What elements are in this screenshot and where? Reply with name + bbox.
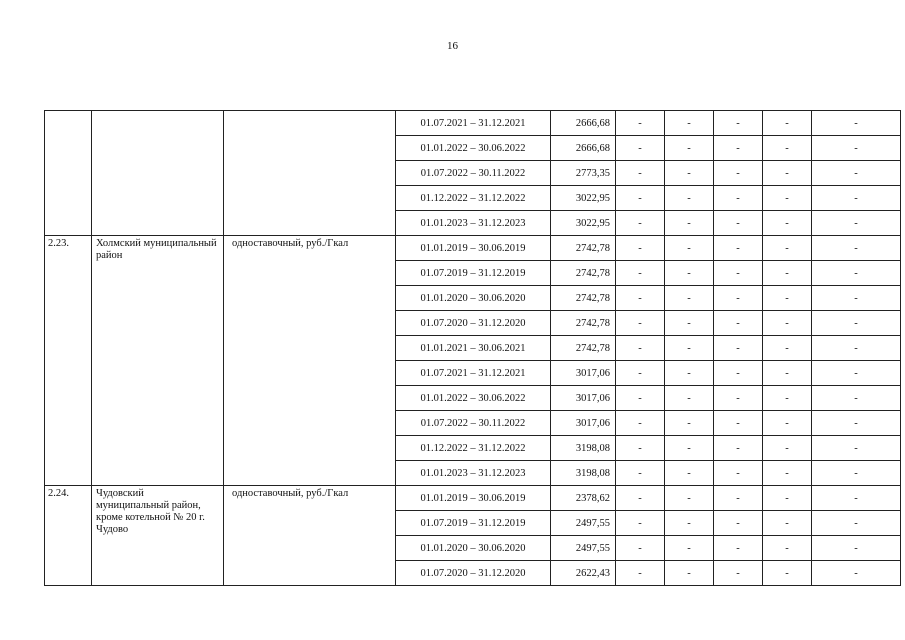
period-cell: 01.07.2019 – 31.12.2019 — [396, 511, 551, 536]
empty-value-cell: - — [665, 336, 714, 361]
empty-value-cell: - — [665, 211, 714, 236]
tariff-table-body — [45, 111, 901, 586]
tariff-type-cell: одноставочный, руб./Гкал — [224, 486, 396, 586]
empty-value-cell: - — [714, 236, 763, 261]
empty-value-cell: - — [763, 311, 812, 336]
empty-value-cell: - — [714, 211, 763, 236]
tariff-value-cell: 2497,55 — [551, 511, 616, 536]
empty-value-cell: - — [714, 561, 763, 586]
empty-value-cell: - — [714, 286, 763, 311]
empty-value-cell: - — [616, 136, 665, 161]
empty-value-cell: - — [616, 461, 665, 486]
tariff-value-cell: 2742,78 — [551, 236, 616, 261]
page-number: 16 — [447, 40, 458, 52]
empty-value-cell: - — [714, 186, 763, 211]
empty-value-cell: - — [616, 436, 665, 461]
item-number-cell: 2.23. — [45, 236, 92, 486]
empty-value-cell: - — [812, 386, 901, 411]
empty-value-cell: - — [714, 311, 763, 336]
empty-value-cell: - — [763, 486, 812, 511]
empty-value-cell: - — [763, 411, 812, 436]
empty-value-cell: - — [714, 261, 763, 286]
empty-value-cell: - — [812, 336, 901, 361]
table-row — [45, 236, 901, 261]
empty-value-cell: - — [763, 186, 812, 211]
empty-value-cell: - — [763, 161, 812, 186]
period-cell: 01.12.2022 – 31.12.2022 — [396, 436, 551, 461]
tariff-value-cell: 3022,95 — [551, 211, 616, 236]
municipality-name-cell: Холмский муниципальный район — [92, 236, 224, 486]
empty-value-cell: - — [714, 386, 763, 411]
period-cell: 01.01.2022 – 30.06.2022 — [396, 136, 551, 161]
empty-value-cell: - — [763, 136, 812, 161]
empty-value-cell: - — [665, 486, 714, 511]
tariff-value-cell: 2378,62 — [551, 486, 616, 511]
empty-value-cell: - — [665, 236, 714, 261]
empty-value-cell: - — [714, 436, 763, 461]
item-number-cell: 2.24. — [45, 486, 92, 586]
tariff-type-cell — [224, 111, 396, 236]
empty-value-cell: - — [763, 211, 812, 236]
empty-value-cell: - — [665, 111, 714, 136]
empty-value-cell: - — [812, 136, 901, 161]
period-cell: 01.07.2022 – 30.11.2022 — [396, 161, 551, 186]
empty-value-cell: - — [812, 161, 901, 186]
tariff-value-cell: 3017,06 — [551, 411, 616, 436]
empty-value-cell: - — [812, 511, 901, 536]
empty-value-cell: - — [665, 261, 714, 286]
tariff-type-cell: одноставочный, руб./Гкал — [224, 236, 396, 486]
empty-value-cell: - — [812, 236, 901, 261]
empty-value-cell: - — [812, 461, 901, 486]
period-cell: 01.01.2020 – 30.06.2020 — [396, 536, 551, 561]
empty-value-cell: - — [665, 161, 714, 186]
period-cell: 01.07.2020 – 31.12.2020 — [396, 311, 551, 336]
item-number-cell — [45, 111, 92, 236]
tariff-value-cell: 2742,78 — [551, 311, 616, 336]
empty-value-cell: - — [763, 461, 812, 486]
empty-value-cell: - — [665, 286, 714, 311]
empty-value-cell: - — [665, 436, 714, 461]
empty-value-cell: - — [763, 111, 812, 136]
empty-value-cell: - — [616, 486, 665, 511]
empty-value-cell: - — [763, 236, 812, 261]
empty-value-cell: - — [763, 561, 812, 586]
empty-value-cell: - — [812, 186, 901, 211]
municipality-name-cell: Чудовский муниципальный район, кроме котельной № 20 г. Чудово — [92, 486, 224, 586]
empty-value-cell: - — [665, 136, 714, 161]
empty-value-cell: - — [714, 361, 763, 386]
period-cell: 01.01.2019 – 30.06.2019 — [396, 486, 551, 511]
empty-value-cell: - — [714, 136, 763, 161]
tariff-value-cell: 2666,68 — [551, 111, 616, 136]
empty-value-cell: - — [763, 361, 812, 386]
empty-value-cell: - — [714, 411, 763, 436]
municipality-name-cell — [92, 111, 224, 236]
period-cell: 01.07.2021 – 31.12.2021 — [396, 111, 551, 136]
empty-value-cell: - — [812, 486, 901, 511]
empty-value-cell: - — [665, 311, 714, 336]
empty-value-cell: - — [665, 536, 714, 561]
empty-value-cell: - — [616, 511, 665, 536]
empty-value-cell: - — [714, 161, 763, 186]
period-cell: 01.07.2019 – 31.12.2019 — [396, 261, 551, 286]
tariff-value-cell: 3017,06 — [551, 386, 616, 411]
empty-value-cell: - — [763, 286, 812, 311]
empty-value-cell: - — [665, 186, 714, 211]
empty-value-cell: - — [812, 111, 901, 136]
empty-value-cell: - — [714, 511, 763, 536]
empty-value-cell: - — [714, 486, 763, 511]
empty-value-cell: - — [763, 511, 812, 536]
empty-value-cell: - — [812, 411, 901, 436]
empty-value-cell: - — [616, 536, 665, 561]
empty-value-cell: - — [763, 261, 812, 286]
empty-value-cell: - — [763, 536, 812, 561]
empty-value-cell: - — [616, 261, 665, 286]
empty-value-cell: - — [616, 561, 665, 586]
tariff-value-cell: 3017,06 — [551, 361, 616, 386]
empty-value-cell: - — [714, 461, 763, 486]
tariff-value-cell: 2742,78 — [551, 336, 616, 361]
empty-value-cell: - — [616, 111, 665, 136]
empty-value-cell: - — [616, 411, 665, 436]
empty-value-cell: - — [763, 386, 812, 411]
period-cell: 01.07.2020 – 31.12.2020 — [396, 561, 551, 586]
tariff-value-cell: 2497,55 — [551, 536, 616, 561]
empty-value-cell: - — [812, 311, 901, 336]
period-cell: 01.07.2022 – 30.11.2022 — [396, 411, 551, 436]
empty-value-cell: - — [616, 211, 665, 236]
empty-value-cell: - — [665, 561, 714, 586]
period-cell: 01.07.2021 – 31.12.2021 — [396, 361, 551, 386]
empty-value-cell: - — [812, 361, 901, 386]
period-cell: 01.01.2022 – 30.06.2022 — [396, 386, 551, 411]
empty-value-cell: - — [812, 536, 901, 561]
empty-value-cell: - — [812, 436, 901, 461]
tariff-value-cell: 2742,78 — [551, 261, 616, 286]
tariff-value-cell: 3198,08 — [551, 436, 616, 461]
empty-value-cell: - — [616, 286, 665, 311]
empty-value-cell: - — [616, 336, 665, 361]
period-cell: 01.01.2023 – 31.12.2023 — [396, 211, 551, 236]
empty-value-cell: - — [616, 311, 665, 336]
tariff-value-cell: 2666,68 — [551, 136, 616, 161]
empty-value-cell: - — [665, 511, 714, 536]
empty-value-cell: - — [714, 336, 763, 361]
empty-value-cell: - — [763, 436, 812, 461]
period-cell: 01.01.2020 – 30.06.2020 — [396, 286, 551, 311]
empty-value-cell: - — [665, 411, 714, 436]
empty-value-cell: - — [616, 161, 665, 186]
empty-value-cell: - — [665, 386, 714, 411]
empty-value-cell: - — [812, 211, 901, 236]
empty-value-cell: - — [763, 336, 812, 361]
period-cell: 01.01.2019 – 30.06.2019 — [396, 236, 551, 261]
tariff-table — [44, 110, 901, 586]
empty-value-cell: - — [714, 536, 763, 561]
tariff-value-cell: 2742,78 — [551, 286, 616, 311]
table-row — [45, 486, 901, 511]
empty-value-cell: - — [665, 461, 714, 486]
period-cell: 01.12.2022 – 31.12.2022 — [396, 186, 551, 211]
empty-value-cell: - — [616, 236, 665, 261]
empty-value-cell: - — [665, 361, 714, 386]
tariff-value-cell: 2622,43 — [551, 561, 616, 586]
empty-value-cell: - — [812, 286, 901, 311]
tariff-value-cell: 3198,08 — [551, 461, 616, 486]
period-cell: 01.01.2023 – 31.12.2023 — [396, 461, 551, 486]
empty-value-cell: - — [714, 111, 763, 136]
empty-value-cell: - — [812, 261, 901, 286]
table-row — [45, 111, 901, 136]
empty-value-cell: - — [616, 186, 665, 211]
empty-value-cell: - — [812, 561, 901, 586]
empty-value-cell: - — [616, 361, 665, 386]
tariff-value-cell: 2773,35 — [551, 161, 616, 186]
period-cell: 01.01.2021 – 30.06.2021 — [396, 336, 551, 361]
tariff-value-cell: 3022,95 — [551, 186, 616, 211]
empty-value-cell: - — [616, 386, 665, 411]
